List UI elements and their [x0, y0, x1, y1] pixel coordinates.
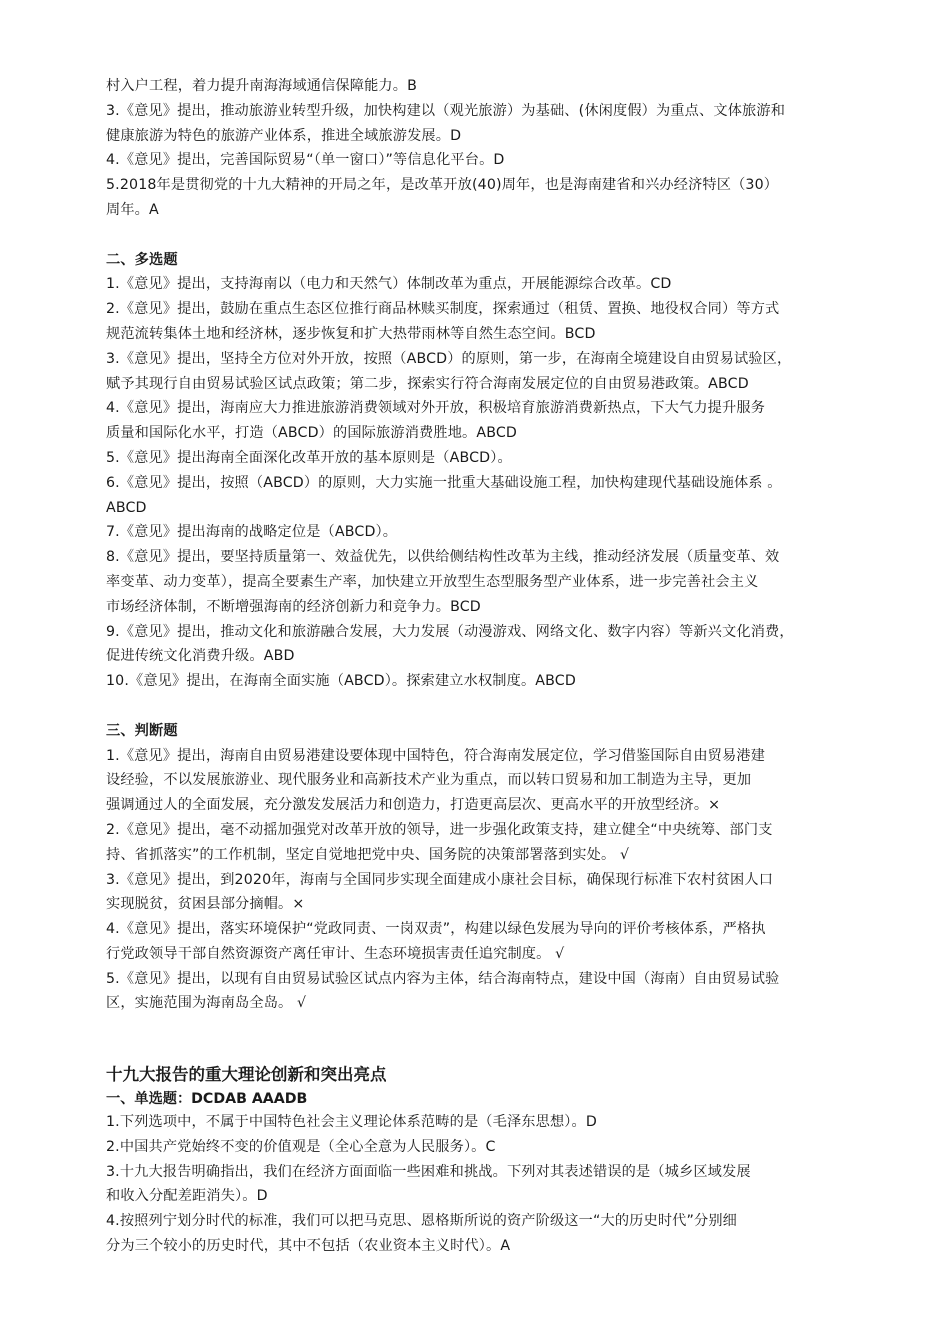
section-heading: 二、多选题 [106, 251, 178, 268]
text-line: 5.《意见》提出海南全面深化改革开放的基本原则是（ABCD）。 [106, 449, 512, 466]
section-heading: 三、判断题 [106, 722, 178, 739]
text-line: 强调通过人的全面发展，充分激发发展活力和创造力，打造更高层次、更高水平的开放型经济。× [106, 797, 721, 814]
text-line: 促进传统文化消费升级。ABD [106, 648, 295, 665]
text-line: 8.《意见》提出，要坚持质量第一、效益优先，以供给侧结构性改革为主线，推动经济发展（质量变革、效 [106, 549, 780, 566]
report-section [106, 1061, 858, 1259]
report-subtitle: 一、单选题：DCDAB AAADB [106, 1091, 308, 1108]
judgment-section [106, 719, 858, 1017]
text-line: 1.《意见》提出，支持海南以（电力和天然气）体制改革为重点，开展能源综合改革。CD [106, 276, 672, 293]
text-line: 健康旅游为特色的旅游产业体系，推进全域旅游发展。D [106, 127, 462, 144]
text-line: 实现脱贫，贫困县部分摘帽。× [106, 896, 305, 913]
text-line: 3.《意见》提出，坚持全方位对外开放，按照（ABCD）的原则，第一步，在海南全境建设自由贸易试验区， [106, 350, 792, 367]
text-line: 赋予其现行自由贸易试验区试点政策；第二步，探索实行符合海南发展定位的自由贸易港政策。ABCD [106, 375, 749, 392]
text-line: ABCD [106, 499, 147, 516]
text-line: 5.2018年是贯彻党的十九大精神的开局之年，是改革开放(40)周年，也是海南建省和兴办经济特区（30） [106, 177, 779, 194]
text-line: 2.中国共产党始终不变的价值观是（全心全意为人民服务）。C [106, 1138, 496, 1155]
text-line: 持、省抓落实”的工作机制，坚定自觉地把党中央、国务院的决策部署落到实处。 √ [106, 846, 630, 863]
text-line: 分为三个较小的历史时代，其中不包括（农业资本主义时代）。A [106, 1238, 511, 1255]
text-line: 3.《意见》提出，推动旅游业转型升级，加快构建以（观光旅游）为基础、(休闲度假）为重点、文体旅游和 [106, 102, 786, 119]
text-line: 2.《意见》提出，鼓励在重点生态区位推行商品林赎买制度，探索通过（租赁、置换、地役权合同）等方式 [106, 301, 780, 318]
text-line: 和收入分配差距消失）。D [106, 1188, 268, 1205]
report-title: 十九大报告的重大理论创新和突出亮点 [106, 1065, 387, 1085]
text-line: 村入户工程，着力提升南海海域通信保障能力。B [106, 78, 417, 94]
text-line: 4.按照列宁划分时代的标准，我们可以把马克思、恩格斯所说的资产阶级这一“大的历史时代”分别细 [106, 1213, 738, 1230]
text-line: 区，实施范围为海南岛全岛。 √ [106, 995, 307, 1012]
text-line: 4.《意见》提出，海南应大力推进旅游消费领域对外开放，积极培育旅游消费新热点，下大气力提升服务 [106, 400, 766, 417]
text-line: 9.《意见》提出，推动文化和旅游融合发展，大力发展（动漫游戏、网络文化、数字内容）等新兴文化消费， [106, 623, 794, 640]
text-line: 6.《意见》提出，按照（ABCD）的原则，大力实施一批重大基础设施工程，加快构建现代基础设施体系 。 [106, 474, 782, 491]
document-content [106, 74, 858, 1259]
text-line: 7.《意见》提出海南的战略定位是（ABCD）。 [106, 524, 398, 541]
multi-choice-section [106, 248, 858, 694]
text-line: 行党政领导干部自然资源资产离任审计、生态环境损害责任追究制度。 √ [106, 945, 565, 962]
text-line: 市场经济体制，不断增强海南的经济创新力和竞争力。BCD [106, 598, 481, 615]
text-line: 周年。A [106, 201, 159, 218]
blank-line [106, 694, 858, 719]
text-line: 3.十九大报告明确指出，我们在经济方面面临一些困难和挑战。下列对其表述错误的是（城乡区域发展 [106, 1163, 751, 1180]
text-line: 率变革、动力变革），提高全要素生产率，加快建立开放型生态型服务型产业体系，进一步完善社会主义 [106, 573, 759, 590]
text-line: 4.《意见》提出，落实环境保护“党政同责、一岗双责”，构建以绿色发展为导向的评价考核体系，严格执 [106, 921, 766, 938]
text-line: 10.《意见》提出，在海南全面实施（ABCD）。探索建立水权制度。ABCD [106, 673, 576, 690]
blank-line [106, 223, 858, 248]
text-line: 5.《意见》提出，以现有自由贸易试验区试点内容为主体，结合海南特点，建设中国（海南）自由贸易试验 [106, 970, 780, 987]
text-line: 4.《意见》提出，完善国际贸易“（单一窗口）”等信息化平台。D [106, 152, 505, 169]
single-choice-continued [106, 74, 858, 223]
text-line: 设经验，不以发展旅游业、现代服务业和高新技术产业为重点，而以转口贸易和加工制造为主导，更加 [106, 772, 752, 789]
text-line: 规范流转集体土地和经济林，逐步恢复和扩大热带雨林等自然生态空间。BCD [106, 325, 596, 342]
text-line: 3.《意见》提出，到2020年，海南与全国同步实现全面建成小康社会目标，确保现行标准下农村贫困人口 [106, 871, 774, 888]
text-line: 质量和国际化水平，打造（ABCD）的国际旅游消费胜地。ABCD [106, 425, 518, 442]
blank-line [106, 1016, 858, 1041]
text-line: 1.下列选项中，不属于中国特色社会主义理论体系范畴的是（毛泽东思想）。D [106, 1114, 597, 1131]
text-line: 2.《意见》提出，毫不动摇加强党对改革开放的领导，进一步强化政策支持，建立健全“中央统筹、部门支 [106, 821, 773, 838]
text-line: 1.《意见》提出，海南自由贸易港建设要体现中国特色，符合海南发展定位，学习借鉴国际自由贸易港建 [106, 747, 766, 764]
